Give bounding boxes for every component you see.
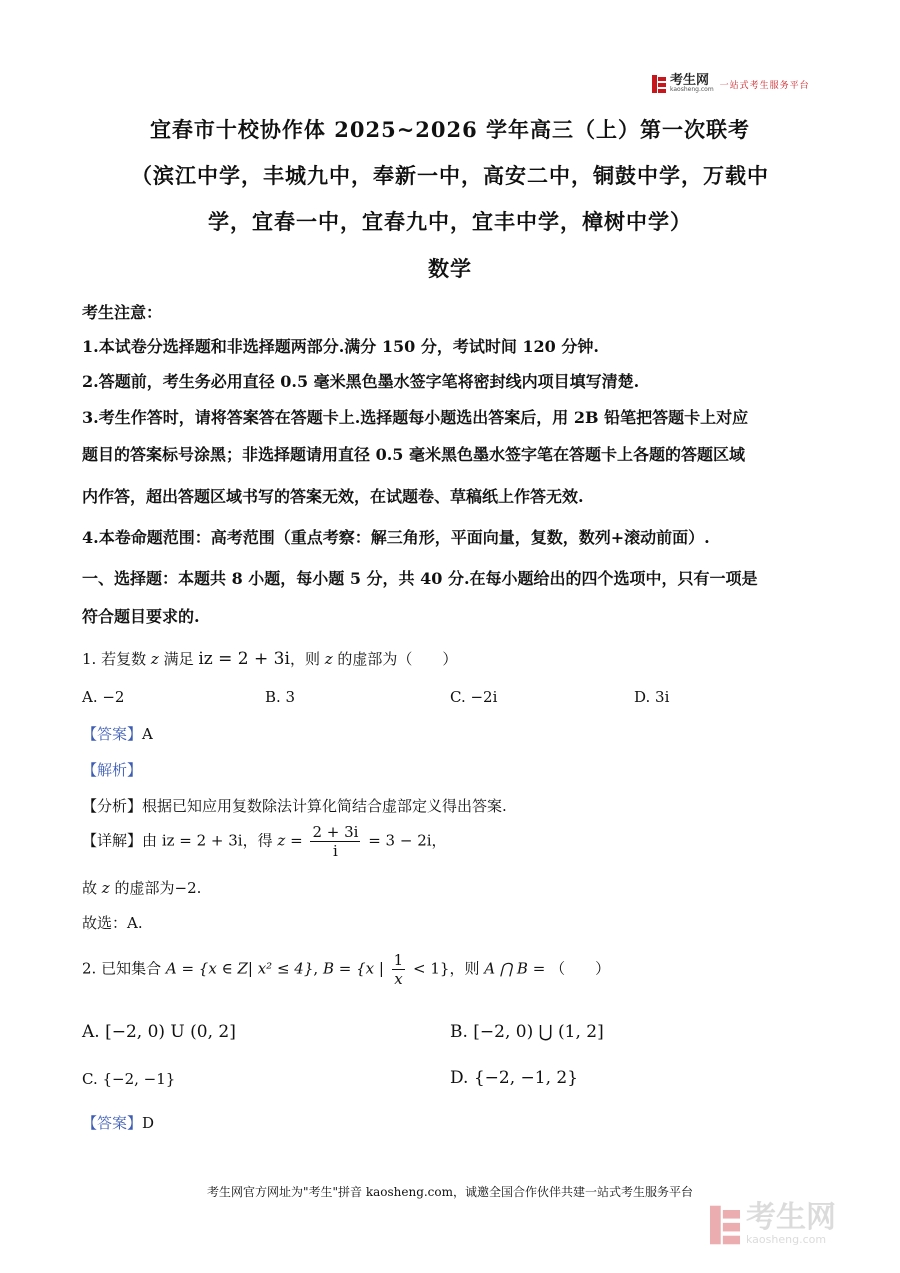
fraction-numerator: 1 <box>393 951 404 969</box>
q1-conclusion <box>82 877 201 898</box>
q1-analysis-label: 【解析】 <box>82 761 143 779</box>
q2-expression: A ⋂ B = <box>484 959 546 978</box>
xiangjie-rhs: = 3 − 2i <box>368 831 432 850</box>
q1-option-d: D. 3i <box>634 688 670 706</box>
header-logo[interactable] <box>652 72 810 96</box>
q1-option-a: A. −2 <box>82 688 125 706</box>
q2-set-a: A = {x ∈ Z| x² ≤ 4} <box>165 959 314 978</box>
q2-stem-text: （ ） <box>550 959 611 978</box>
watermark-logo-icon <box>710 1205 740 1245</box>
notice-heading: 考生注意： <box>82 303 163 322</box>
xiangjie-lhs: z = <box>277 831 303 850</box>
fenxi-text: 根据已知应用复数除法计算化简结合虚部定义得出答案. <box>142 797 507 815</box>
exam-subject: 数学 <box>428 256 472 281</box>
q2-option-c: C. {−2, −1} <box>82 1070 176 1088</box>
conclusion-text: . <box>196 879 202 897</box>
watermark-domain: kaosheng.com <box>746 1233 827 1246</box>
q2-stem-text: , <box>313 959 319 978</box>
exam-title: 宜春市十校协作体 2025~2026 学年高三（上）第一次联考 <box>149 117 751 142</box>
notice-item-1: 1.本试卷分选择题和非选择题两部分.满分 150 分，考试时间 120 分钟. <box>82 337 599 356</box>
footer-text: 考生网官方网址为"考生"拼音 kaosheng.com，诚邀全国合作伙伴共建一站式考生服务平台 <box>206 1185 694 1199</box>
q1-var-z: z <box>101 879 110 897</box>
answer-label: 【答案】 <box>82 725 143 743</box>
q1-answer <box>82 723 153 744</box>
q2-stem-text: ，则 <box>449 959 480 978</box>
conclusion-text: 故 <box>82 879 98 897</box>
q2-stem-text: 2. 已知集合 <box>82 959 162 978</box>
q1-option-b: B. 3 <box>265 688 296 706</box>
notice-item-3-line1: 3.考生作答时，请将答案答在答题卡上.选择题每小题选出答案后，用 2B 铅笔把答题卡上对应 <box>82 408 749 427</box>
q2-stem <box>82 951 610 988</box>
xiangjie-label: 【详解】 <box>82 831 143 850</box>
notice-item-3-line3: 内作答，超出答题区域书写的答案无效，在试题卷、草稿纸上作答无效. <box>82 487 584 506</box>
logo-domain: kaosheng.com <box>670 86 714 93</box>
exam-schools-line2: 学，宜春一中，宜春九中，宜丰中学，樟树中学） <box>208 209 692 234</box>
conclusion-value: −2 <box>174 879 197 897</box>
q1-equation: iz = 2 + 3i <box>198 649 290 669</box>
logo-slogan: 一站式考生服务平台 <box>719 80 810 91</box>
conclusion-text: 的虚部为 <box>114 879 175 897</box>
fraction-denominator: x <box>394 970 403 988</box>
notice-item-4: 4.本卷命题范围：高考范围（重点考察：解三角形，平面向量，复数，数列+滚动前面）. <box>82 528 710 547</box>
notice-item-3-line2: 题目的答案标号涂黑；非选择题请用直径 0.5 毫米黑色墨水签字笔在答题卡上各题的答题区域 <box>82 445 745 464</box>
q1-var-z: z <box>150 650 159 668</box>
exam-schools-line1: （滨江中学，丰城九中，奉新一中，高安二中，铜鼓中学，万载中 <box>131 163 769 188</box>
section1-line1: 一、选择题：本题共 8 小题，每小题 5 分，共 40 分.在每小题给出的四个选项中，只有一项是 <box>82 569 758 588</box>
q1-stem-text: ，则 <box>289 650 320 668</box>
q2-set-b: < 1} <box>413 959 450 978</box>
xiangjie-text: ，得 <box>242 831 273 850</box>
notice-item-2: 2.答题前，考生务必用直径 0.5 毫米黑色墨水签字笔将密封线内项目填写清楚. <box>82 372 640 391</box>
q2-set-b: B = {x | <box>322 959 384 978</box>
xiangjie-equation: iz = 2 + 3i <box>161 831 243 850</box>
q1-var-z: z <box>324 650 333 668</box>
section1-line2: 符合题目要求的. <box>82 607 200 626</box>
answer-value: A <box>142 725 153 743</box>
xiangjie-text: ， <box>431 831 447 850</box>
q1-choose: 故选：A. <box>82 914 143 932</box>
kaosheng-logo-icon <box>652 75 666 93</box>
watermark <box>710 1200 836 1246</box>
q1-fenxi <box>82 795 507 816</box>
fraction <box>310 823 360 860</box>
xiangjie-text: 由 <box>142 831 158 850</box>
fenxi-label: 【分析】 <box>82 797 143 815</box>
q1-xiangjie <box>82 823 447 860</box>
q1-stem-text: 满足 <box>163 650 194 668</box>
fraction-denominator: i <box>333 842 338 860</box>
q2-option-d: D. {−2, −1, 2} <box>450 1068 579 1088</box>
q1-stem <box>82 648 457 669</box>
answer-label: 【答案】 <box>82 1114 143 1132</box>
q1-stem-text: 的虚部为（ ） <box>337 650 458 668</box>
q1-stem-text: 1. 若复数 <box>82 650 147 668</box>
logo-name: 考生网 <box>670 73 710 88</box>
answer-value: D <box>142 1114 155 1132</box>
fraction <box>392 951 406 988</box>
watermark-name: 考生网 <box>746 1200 836 1235</box>
fraction-numerator: 2 + 3i <box>312 823 359 841</box>
q2-option-a: A. [−2, 0) U (0, 2] <box>82 1022 236 1042</box>
q2-option-b: B. [−2, 0) ⋃ (1, 2] <box>450 1022 604 1042</box>
q1-option-c: C. −2i <box>450 688 498 706</box>
q2-answer <box>82 1112 154 1133</box>
